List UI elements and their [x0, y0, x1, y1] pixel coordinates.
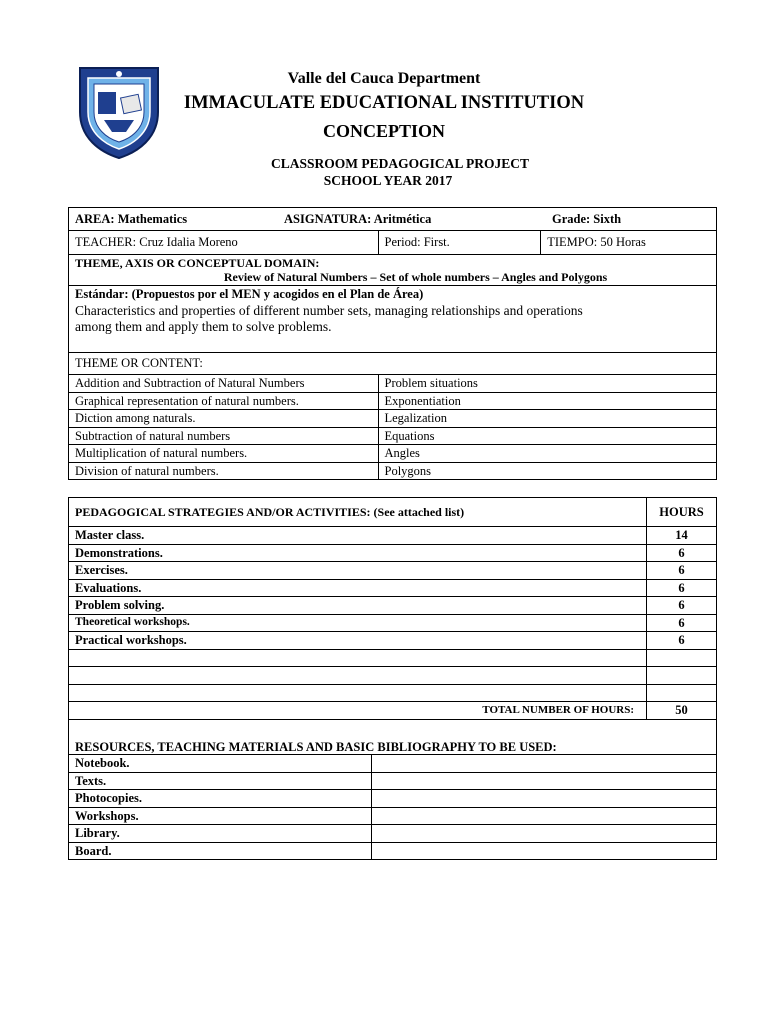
content-label: THEME OR CONTENT:: [69, 353, 717, 375]
area-label: AREA: Mathematics: [75, 211, 188, 226]
content-left: Subtraction of natural numbers: [69, 427, 379, 445]
department-title: Valle del Cauca Department: [287, 70, 481, 87]
content-right: Equations: [378, 427, 717, 445]
resources-header: RESOURCES, TEACHING MATERIALS AND BASIC BIBLIOGRAPHY TO BE USED:: [69, 720, 717, 755]
resource-item: Photocopies.: [69, 790, 372, 808]
content-right: Exponentiation: [378, 392, 717, 410]
resource-blank: [371, 842, 716, 860]
grade-label: Grade: Sixth: [552, 211, 622, 226]
teacher-cell: TEACHER: Cruz Idalia Moreno: [69, 231, 379, 255]
strategy-hours: 6: [647, 614, 717, 632]
empty-hours: [647, 684, 717, 702]
strategy-hours: 6: [647, 597, 717, 615]
empty-hours: [647, 649, 717, 667]
resource-item: Workshops.: [69, 807, 372, 825]
total-hours-label: TOTAL NUMBER OF HOURS:: [69, 702, 647, 720]
content-right: Problem situations: [378, 375, 717, 393]
content-right: Angles: [378, 445, 717, 463]
strategy-label: Demonstrations.: [69, 544, 647, 562]
content-left: Addition and Subtraction of Natural Numbers: [69, 375, 379, 393]
strategy-hours: 6: [647, 562, 717, 580]
strategy-label: Practical workshops.: [69, 632, 647, 650]
conception-title: CONCEPTION: [322, 121, 445, 141]
content-left: Graphical representation of natural numbers.: [69, 392, 379, 410]
strategy-hours: 14: [647, 527, 717, 545]
resource-item: Library.: [69, 825, 372, 843]
strategies-table: [68, 497, 717, 860]
content-right: Polygons: [378, 462, 717, 480]
theme-cell: [69, 255, 717, 286]
resource-item: Texts.: [69, 772, 372, 790]
content-left: Multiplication of natural numbers.: [69, 445, 379, 463]
resource-blank: [371, 772, 716, 790]
institution-title: IMMACULATE EDUCATIONAL INSTITUTION: [183, 93, 585, 113]
resource-blank: [371, 755, 716, 773]
strategy-hours: 6: [647, 544, 717, 562]
resource-item: Notebook.: [69, 755, 372, 773]
period-cell: Period: First.: [378, 231, 541, 255]
theme-value: Review of Natural Numbers – Set of whole numbers – Angles and Polygons: [223, 270, 608, 284]
strategy-label: Master class.: [69, 527, 647, 545]
theme-label: THEME, AXIS OR CONCEPTUAL DOMAIN:: [75, 256, 320, 270]
school-year: SCHOOL YEAR 2017: [323, 173, 453, 188]
area-row: [69, 208, 717, 231]
standard-label: Estándar: (Propuestos por el MEN y acogidos en el Plan de Área): [75, 287, 424, 301]
tiempo-cell: TIEMPO: 50 Horas: [541, 231, 717, 255]
resource-blank: [371, 790, 716, 808]
resource-blank: [371, 807, 716, 825]
project-info-table: [68, 207, 717, 480]
strategy-label: Theoretical workshops.: [69, 614, 647, 632]
empty-hours: [647, 667, 717, 685]
total-hours-value: 50: [647, 702, 717, 720]
content-right: Legalization: [378, 410, 717, 428]
resource-blank: [371, 825, 716, 843]
empty-row: [69, 649, 647, 667]
resource-item: Board.: [69, 842, 372, 860]
standard-text-line1: Characteristics and properties of different number sets, managing relationships and operations: [75, 302, 583, 318]
content-left: Division of natural numbers.: [69, 462, 379, 480]
standard-text-line2: among them and apply them to solve problems.: [75, 319, 332, 334]
strategy-label: Exercises.: [69, 562, 647, 580]
hours-header: HOURS: [647, 498, 717, 527]
asignatura-label: ASIGNATURA: Aritmética: [284, 211, 432, 226]
empty-row: [69, 684, 647, 702]
empty-row: [69, 667, 647, 685]
strategy-hours: 6: [647, 579, 717, 597]
project-title: CLASSROOM PEDAGOGICAL PROJECT: [270, 156, 530, 171]
standard-cell: [69, 286, 717, 353]
strategy-label: Problem solving.: [69, 597, 647, 615]
strategy-hours: 6: [647, 632, 717, 650]
strategy-label: Evaluations.: [69, 579, 647, 597]
content-left: Diction among naturals.: [69, 410, 379, 428]
strategies-header: PEDAGOGICAL STRATEGIES AND/OR ACTIVITIES: (See attached list): [69, 498, 647, 527]
